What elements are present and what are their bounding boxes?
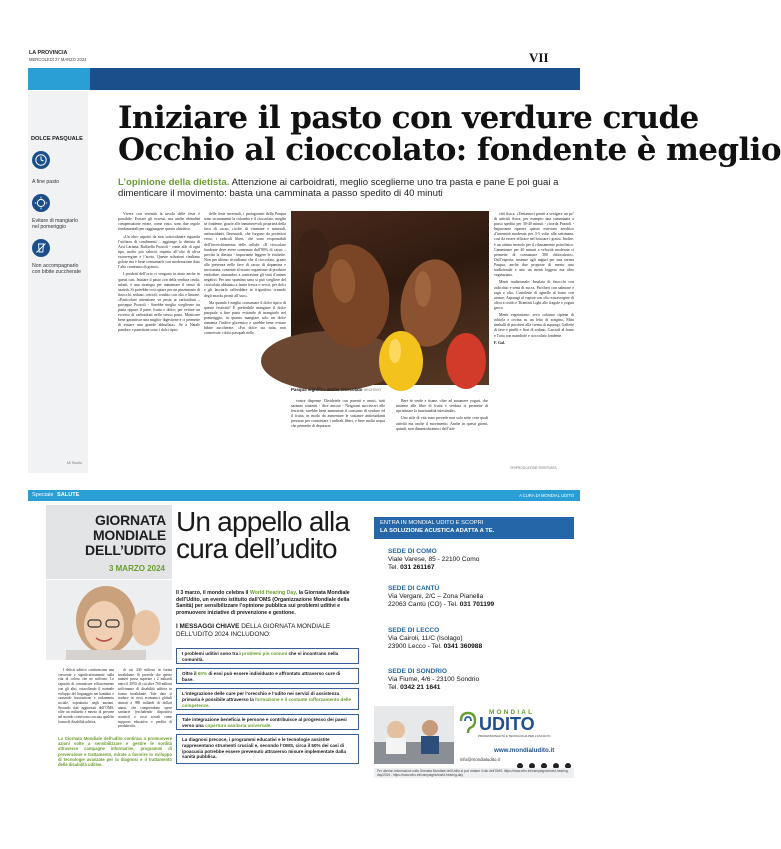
hearing-day-box	[46, 505, 172, 579]
message-text: L’integrazione delle cure per l’orecchio e l’udito nei servizi di assistenza primaria è possibile attraverso la	[182, 691, 340, 702]
paragraph: Uno stile di vita sano prevede non solo sette cose quali attività ma anche il movimento. Anche in questi giorni, quindi, non dimentichiamoci dell’atti-	[396, 416, 488, 431]
headline-line-2: Occhio al cioccolato: fondente è meglio	[118, 132, 781, 168]
email-link[interactable]: info@mondialudito.it	[460, 757, 500, 762]
hearing-day-title: GIORNATA MONDIALE DELL’UDITO	[85, 512, 166, 558]
store-title: SEDE DI LECCO	[388, 627, 440, 634]
store-phone	[388, 643, 574, 651]
brand-tagline: PROFESSIONALITÀ E TECNOLOGIA PER L’ASCOLTO	[478, 734, 551, 738]
mondial-udito-logo	[458, 708, 576, 744]
store-lecco	[388, 627, 574, 651]
paragraph: Ma quando è meglio consumare il dolce tipico di queste festività? È preferibile mangiare il dolce pasquale a fine pasto evitando di mangiarlo nel pomeriggio, in quanto mangiare solo un dolce aumenta l’indice glicemico e sarebbe bene evitare bibite zuccherate. «Fai dolce sia tutta, non conservate i dolci pasquali nelle	[204, 300, 286, 336]
subhead-text: Attenzione ai carboidrati, meglio sceglierne uno tra pasta e pane E poi guai a dimenticare il movimento: basta una camminata a passo spedito di 40 minuti	[118, 177, 559, 200]
paragraph: vità fisica. «Teniamoci pronti a svolgere un po’ di attività fisica, per esempio una camminata a passo spedito per 30-40 minuti - ricorda Pozzoli - Importante ripetere questo esercizio aerobico d’intensità moderata per 3-5 volte alla settimana, così da essere efficace nel bruciare i grassi. Inoltre, è un ottimo metodo per il rilassamento psicofisico. Camminare per 40 minuti a velocità moderata ci permette di consumare 300 chilocalorie». Dall’esperta, insieme agli auguri per una serena Pasqua, anche due proposte di menu: uno tradizionale e uno un menù leggero ma altro vegetariano.	[494, 212, 574, 278]
key-message-3	[176, 688, 359, 710]
phone-label: Tel.	[431, 643, 442, 650]
article-column-3	[291, 399, 385, 432]
message-text: La diagnosi precoce, i programmi educativi e le tecnologie assistite rappresentano strumenti cruciali e, secondo l’OMS, circa il 50% dei casi di ipoacusia potrebbe essere prevenuto attraverso misure implementate dalla sanità pubblica.	[182, 737, 346, 760]
store-sondrio	[388, 668, 574, 692]
key-message-4	[176, 714, 359, 730]
store-address: Via Fiume, 4/6 - 23100 Sondrio	[388, 676, 480, 683]
woman-photo	[46, 580, 172, 660]
store-phone	[388, 564, 574, 572]
sun-clock-icon	[32, 194, 50, 212]
caption-credit: ARCHIVIO	[363, 388, 382, 392]
paragraph: Vivere con serenità la tavola delle feste è possibile. Evitare gli eccessi, ma anche abitudini compensatorie errate, come visto, sono due regole fondamentali per raggiungere questo obiettivo.	[118, 212, 200, 232]
headline-line-1: Iniziare il pasto con verdure crude	[118, 100, 699, 136]
sources-note: Per ulteriori informazioni sulla Giornata Mondiale dell’Udito si può visitare il sito dell’OMS: https://www.who.int/campaigns/world-hearing-day/2024 - https://www.who.int/campaigns/world-hearing-day	[374, 768, 574, 778]
paragraph: «Un altro aspetto da non sottovalutare riguarda l’utilizzo di condimenti – aggiunge la dietista di Asst Lariana, Raffaella Pozzoli - come alle di ogni tipo, molto più calorici rispetto all’olio di oliva extravergine e l’aceto. Queste soluzioni risultano golose ma è bene consumarle con moderazione dato l’alto contenuto di grassi».	[118, 234, 200, 270]
store-title: SEDE DI COMO	[388, 548, 437, 555]
cta-line-1: ENTRA IN MONDIAL UDITO E SCOPRI	[380, 520, 484, 526]
article-column-5	[494, 212, 574, 346]
intro-part-c: la Giornata Mondiale dell’Udito, un evento istituito dall’OMS (Organizzazione Mondiale della Sanità) per sensibilizzare l’opinione pubblica sui problemi uditivi e promuovere iniziative di prevenzione e gestione.	[176, 590, 350, 616]
header-band	[28, 68, 580, 90]
store-address: Via Vergani, 2/C – Zona Pianella	[388, 593, 484, 600]
message-text: Tale integrazione beneficia le persone e contribuisce al progresso dei paesi verso una	[182, 717, 347, 728]
paragraph: vostre dispense. Dividetele con parenti e amici, tutti saranno contenti - dice ancora - Neigiorni successivi alle festività, sarebbe bene aumentare il consumo di verdure ed il frutta, in modo da aumentare le sostanze antiossidanti preziose per contrastare i radicali liberi, e bere molta acqua che permette di depurarsi.	[291, 399, 385, 429]
phone-number: 031 701199	[459, 601, 495, 608]
logo-mark-icon	[458, 711, 476, 735]
intro-part-a: Il 3 marzo, il mondo celebra il	[176, 590, 249, 596]
sidebar-item-label: A fine pasto	[32, 179, 60, 185]
store-cantu	[388, 585, 574, 609]
paragraph: Menù tradizionale: Insalata di finocchi con radicchio e semi di zucca, Paccheri con salmone e ragù e olio, Costolette di agnello al forno con arance, Asparagi al vapore con olio extravergine di oliva a crudo e Tiramisù Light alle fragole e yogurt greco.	[494, 280, 574, 310]
copyright-note: ©RIPRODUZIONE RISERVATA	[510, 466, 557, 470]
message-highlight: copertura sanitaria universale.	[204, 722, 272, 728]
key-message-1	[176, 648, 359, 664]
special-body-column-2	[118, 668, 172, 731]
paragraph: I deficit uditivo costituiscono una crescente e significativamente sulla vita di coloro che ne soffrono. Le capacità di comunicare efficacemente con gli altri, ostacolando il normale sviluppo del linguaggio nei bambini e causando frustrazione e isolamento sociale, soprattutto negli anziani. Secondo dati aggiornati dell’OMS, oltre un miliardo e mezzo di persone nel mondo convivono con una qualche forma di disabilità uditiva,	[58, 668, 114, 724]
special-bar	[28, 490, 580, 501]
social-icons	[517, 756, 575, 763]
message-highlight: 60%	[197, 671, 208, 676]
kicker: L’opinione della dietista.	[118, 177, 230, 188]
key-message-2	[176, 668, 359, 684]
sidebar-item-label: Non accompagnarlo con bibite zuccherate	[32, 263, 82, 276]
store-phone	[388, 684, 574, 692]
phone-label: Tel.	[388, 684, 399, 691]
issue-date: MERCOLEDÌ 27 MARZO 2024	[29, 57, 87, 62]
phone-number: 0342 21 1641	[400, 684, 441, 691]
phone-number: 0341 360988	[443, 643, 483, 650]
byline: F. Gal.	[494, 340, 505, 345]
messages-title-bold: I MESSAGGI CHIAVE	[176, 623, 240, 630]
special-agency: A CURA DI MONDIAL UDITO	[519, 493, 574, 498]
header-band-accent	[28, 68, 90, 90]
paragraph: Menù vegetariano: sevo colonne ripiene di robiola e cecina su un letto di songino, Mini timballi di paccheri alla crema di asparagi, Gallette di fave e piselli e fiori di sedano, Carciofi al forno e Torta con mandorle e cioccolato fondente.	[494, 313, 574, 338]
page-number: VII	[529, 50, 549, 65]
message-text: di essi può essere individuato e affrontato attraverso cure di base.	[182, 671, 341, 682]
special-headline: Un appello alla cura dell’udito	[176, 506, 350, 564]
article-column-1	[118, 212, 200, 336]
no-drink-icon	[32, 239, 50, 257]
photo-caption	[291, 387, 381, 392]
store-address: Via Cairoli, 11/C (Isolago)	[388, 635, 463, 642]
phone-number: 031 261167	[400, 564, 435, 571]
store-address: 22063 Cantù (CO) -	[388, 601, 446, 608]
sidebar-credit: Mi Studio	[67, 461, 82, 465]
paragraph: delle feste invernali, i protagonisti della Pasqua sono sicuramente la colomba e il cioccolato, meglio se fondente, grazie alle innumerevoli proprietà della fava di cacao, ricche di vitamine e minerali, antiossidanti, flavonoidi, che forgono da protettori verso i radicali liberi, che sono responsabili dell’invecchiamento delle cellule. «Il cioccolato fondente deve avere contenuto dall’80% di cacao – precisa la dietista - importante leggere le etichette. Non per ultimo ricordiamo che il cioccolato, grazie alla presenza nelle fave di cacao di dopamina e serotonina, consente al nostro organismo di produrre endorfine, aiutandoci a contrastare gli stati d’animo negativi. Per uno spuntino sano si può scegliere del cioccolato abbinato a frutta fresca o secca, per dolci e gli lasciarlo raffreddare in frigorifero creando degli snacks pronti all’uso».	[204, 212, 286, 298]
paragraph: di cui 430 milioni in forma invalidante. Si prevede che queste numeri possa superare i 2 miliardi entro il 2050, di cui oltre 700 milioni soffriranno di disabilità uditiva in forma invalidante. Tale dato si traduce in costi economici globali stimati a 980 miliardi di dollari annui, che comprendono spese sanitarie (escludendo dispositivi acustici) e costi sociali come supporto educativo e perdita di produttività.	[118, 668, 172, 729]
store-title: SEDE DI CANTÙ	[388, 585, 440, 592]
key-message-5	[176, 734, 359, 764]
store-address: Viale Varese, 85 - 22100 Como	[388, 556, 480, 563]
special-green-note: La Giornata Mondiale dell’udito continua a promuovere azioni volte a sensibilizzare e gestire le sordità attraverso campagne informative, programmi di prevenzione e trattamento, mirate a favorire lo sviluppo di tecnologie avanzate per la diagnosi e il trattamento delle disabilità uditive.	[58, 736, 172, 768]
sidebar-item-label: Evitare di mangiarlo nel pomeriggio	[32, 218, 78, 231]
article-column-4	[396, 399, 488, 434]
paragraph: I prodotti dell’orto ci vengono in aiuto anche in questi casi. Iniziare il pasto con della verdura cruda, infatti, è una strategia per aumentare il senso di sazietà. Si potrebbe così optare per un pinzimonio di finocchi, sedano, cetrioli, condito con olio e limone. «Particolare attenzione va posta ai carboidrati – prosegue Pozzoli - Sarebbe meglio sceglierne tra pasta oppure il pane, frutta o dolce; per evitare un eccesso di carboidrati nello stesso pasto. Masticare bene garantisce una miglior digestione e ci permette di evitare una grande abbuffata». Se a Natale pandoro e panettone sono i dolci tipici	[118, 272, 200, 333]
article-column-2	[204, 212, 286, 339]
phone-label: Tel.	[388, 564, 399, 571]
store-phone	[388, 601, 574, 609]
meal-clock-icon	[32, 151, 50, 169]
store-title: SEDE DI SONDRIO	[388, 668, 447, 675]
sidebar	[28, 91, 88, 473]
cta-banner	[374, 517, 574, 539]
message-highlight: formazione e il costante rafforzamento delle competenze.	[182, 696, 352, 708]
message-highlight: problemi più comuni	[241, 651, 288, 656]
brand-main: UDITO	[479, 714, 535, 734]
brand-top: MONDIAL	[489, 709, 535, 716]
caption-text: Pasqua significa anche cioccolato	[291, 387, 363, 392]
message-text: Oltre il	[182, 671, 197, 676]
messages-title-rest: DELLA GIORNATA MONDIALE DELL’UDITO 2024 INCLUDONO:	[176, 623, 331, 638]
store-como	[388, 548, 574, 572]
phone-label: Tel.	[447, 601, 458, 608]
easter-eggs-photo	[291, 211, 489, 385]
special-label: Speciale	[32, 492, 54, 498]
special-label-bold: SALUTE	[57, 492, 80, 498]
message-text: che si incontrano nella comunità.	[182, 651, 339, 662]
intro-part-b: World Hearing Day,	[249, 590, 298, 596]
cta-line-2: LA SOLUZIONE ACUSTICA ADATTA A TE.	[380, 528, 495, 534]
special-body-column-1	[58, 668, 114, 727]
messages-title	[176, 623, 363, 638]
store-photo	[374, 706, 454, 764]
paragraph: Bere tè verde e tisane, oltre ad assumere yogurt, che insieme alle fibre di frutta e verdura ci permette di ripristinare la funzionalità intestinale».	[396, 399, 488, 414]
special-intro	[176, 590, 363, 616]
hearing-day-date: 3 MARZO 2024	[108, 564, 165, 573]
masthead: LA PROVINCIA	[29, 50, 68, 56]
website-link[interactable]: www.mondialudito.it	[494, 747, 555, 754]
store-address: 23900 Lecco -	[388, 643, 430, 650]
sidebar-title: DOLCE PASQUALE	[31, 136, 83, 142]
message-text: I problemi uditivi sono tra i	[182, 651, 241, 656]
subhead	[118, 177, 574, 199]
